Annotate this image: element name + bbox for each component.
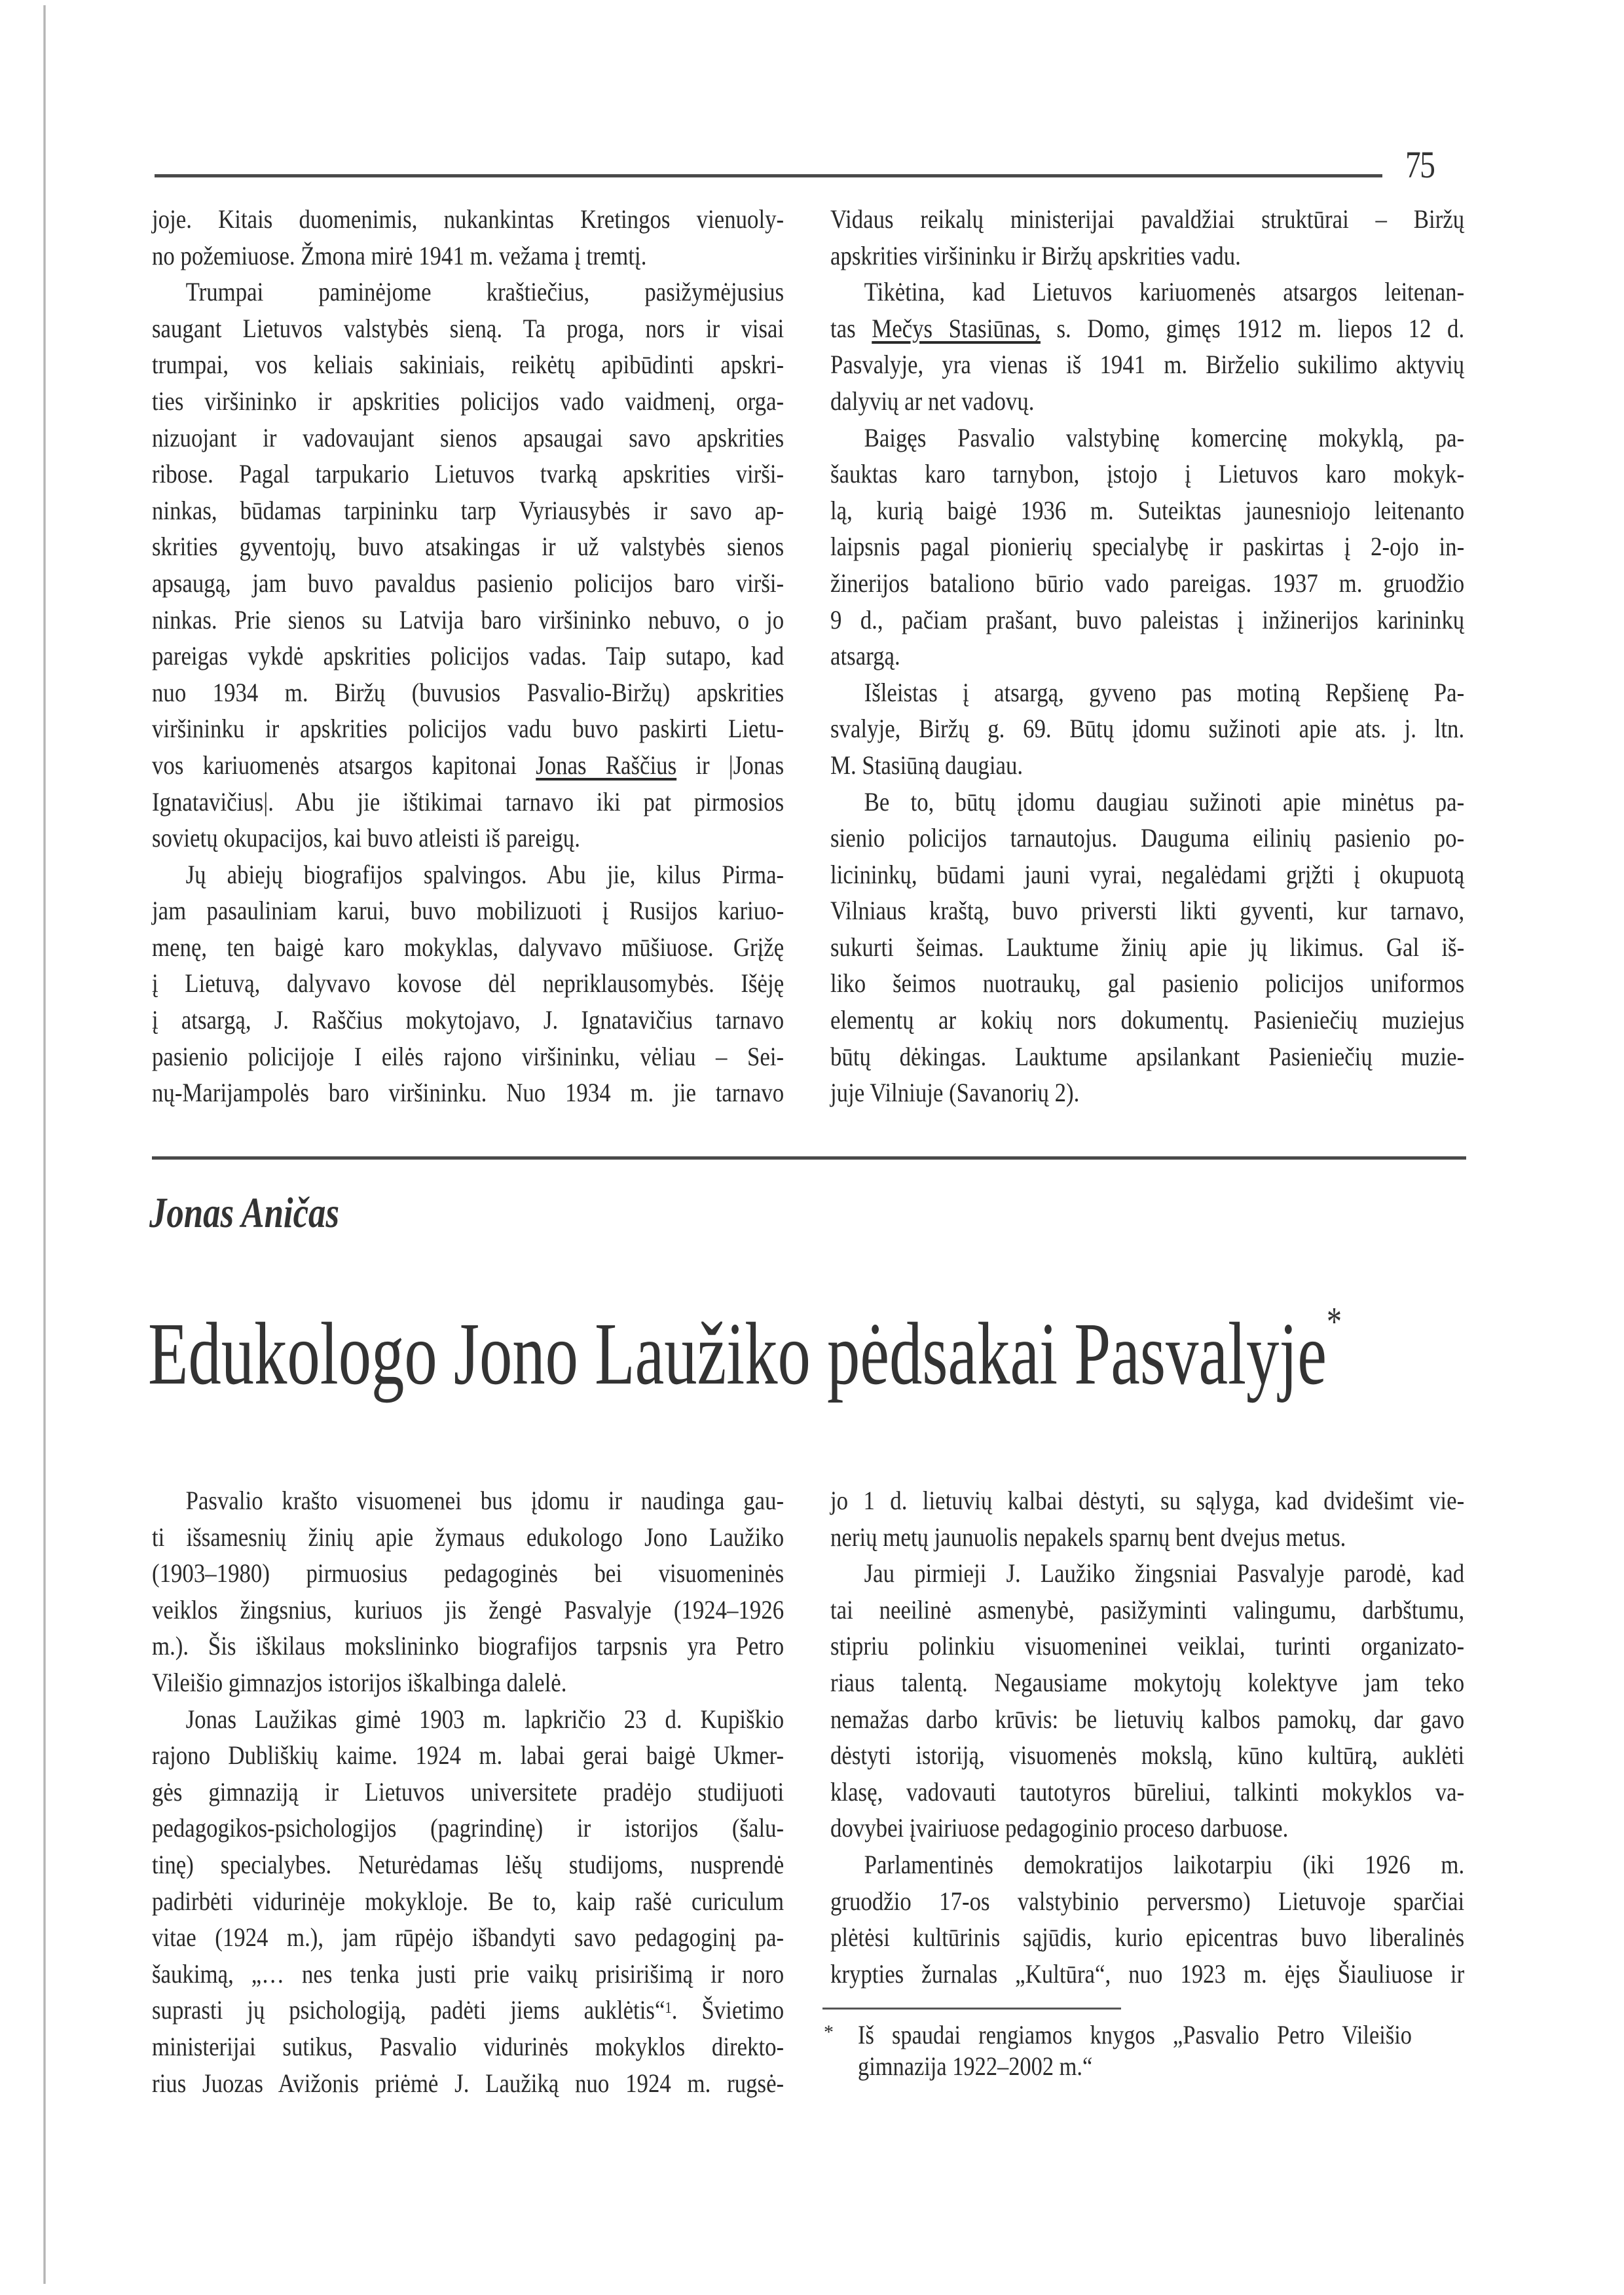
text-line: Trumpai paminėjome kraštiečius, pasižymėjusius <box>185 277 784 307</box>
top-right-column <box>830 201 1464 1111</box>
person-name-underlined: Jonas Raščius <box>536 750 677 780</box>
text-line: šaukimą, „… nes tenka justi prie vaikų prisirišimą ir noro <box>152 1958 784 1989</box>
text-line: pasienio policijoje I eilės rajono viršininku, vėliau – Sei- <box>152 1041 784 1071</box>
text-line: Baigęs Pasvalio valstybinę komercinę mokyklą, pa- <box>864 422 1465 452</box>
text-line: jam pasauliniam karui, buvo mobilizuoti į Rusijos kariuo- <box>152 896 784 926</box>
footnote-text <box>858 2019 1466 2082</box>
text-line: suprasti jų psichologiją, padėti jiems auklėtis“$^1$. Švietimo <box>152 1995 784 2025</box>
paragraph <box>830 674 1464 784</box>
paragraph <box>152 201 784 274</box>
page-number: 75 <box>1405 143 1435 186</box>
paragraph <box>830 1482 1464 1555</box>
text-line: Jonas Laužikas gimė 1903 m. lapkričio 23 d. Kupiškio <box>185 1704 784 1734</box>
text-line: joje. Kitais duomenimis, nukankintas Kretingos vienuoly- <box>152 204 784 234</box>
text-line: ninkas, būdamas tarpininku tarp Vyriausybės ir savo ap- <box>152 495 784 525</box>
header-rule <box>155 174 1382 177</box>
text-line: no požemiuose. Žmona mirė 1941 m. vežama į tremtį. <box>152 240 647 270</box>
text-line: ti išsamesnių žinių apie žymaus edukologo Jono Laužiko <box>152 1522 784 1552</box>
text-line: nizuojant ir vadovaujant sienos apsaugai savo apskrities <box>152 422 784 452</box>
text-line: į atsargą, J. Raščius mokytojavo, J. Ignatavičius tarnavo <box>152 1005 784 1035</box>
person-name-underlined: Mečys Stasiūnas, <box>872 313 1041 343</box>
text-line: šauktas karo tarnybon, įstojo į Lietuvos karo mokyk- <box>830 459 1465 489</box>
text-line: atsargą. <box>830 641 900 671</box>
text-line: pareigas vykdė apskrities policijos vadas. Taip sutapo, kad <box>152 641 784 671</box>
text-line: nų-Marijampolės baro viršininku. Nuo 1934 m. jie tarnavo <box>152 1078 784 1108</box>
article-author: Jonas Aničas <box>149 1189 339 1237</box>
paragraph <box>830 420 1464 674</box>
text-line: klasę, vadovauti tautotyros būreliui, talkinti mokyklos va- <box>830 1776 1465 1807</box>
text-line: sovietų okupacijos, kai buvo atleisti iš pareigų. <box>152 823 580 853</box>
article-title-text: Edukologo Jono Laužiko pėdsakai Pasvalyje <box>148 1305 1327 1403</box>
paragraph <box>152 274 784 856</box>
text-line: Pasvalyje, yra vienas iš 1941 m. Birželio sukilimo aktyvių <box>830 350 1465 380</box>
text-line: būtų dėkingas. Lauktume apsilankant Pasieniečių muzie- <box>830 1041 1465 1071</box>
text-line: lą, kurią baigė 1936 m. Suteiktas jaunesniojo leitenanto <box>830 495 1465 525</box>
text-line: tai neeilinė asmenybė, pasižyminti valingumu, darbštumu, <box>830 1594 1465 1625</box>
text-line: krypties žurnalas „Kultūra“, nuo 1923 m. ėjęs Šiauliuose ir <box>830 1958 1465 1989</box>
paragraph <box>152 1482 784 1701</box>
text-line: tinę) specialybes. Neturėdamas lėšų studijoms, nusprendė <box>152 1849 784 1879</box>
text-line: gruodžio 17-os valstybinio perversmo) Lietuvoje sparčiai <box>830 1886 1465 1916</box>
text-line: tas Mečys Stasiūnas, s. Domo, gimęs 1912 m. liepos 12 d. <box>830 313 1465 343</box>
text-line: rajono Dubliškių kaime. 1924 m. labai gerai baigė Ukmer- <box>152 1740 784 1771</box>
text-line: stipriu polinkiu visuomeninei veiklai, turinti organizato- <box>830 1631 1465 1661</box>
text-line: Tikėtina, kad Lietuvos kariuomenės atsargos leitenan- <box>864 277 1465 307</box>
text-line: riaus talentą. Negausiame mokytojų kolektyve jam teko <box>830 1667 1465 1697</box>
text-line: nuo 1934 m. Biržų (buvusios Pasvalio-Biržų) apskrities <box>152 677 784 707</box>
text-line: 9 d., pačiam prašant, buvo paleistas į inžinerijos karininkų <box>830 604 1465 634</box>
scan-edge-line <box>43 5 46 2284</box>
text-line: vos kariuomenės atsargos kapitonai Jonas Raščius ir |Jonas <box>152 750 784 780</box>
text-line: ribose. Pagal tarpukario Lietuvos tvarką apskrities virši- <box>152 459 784 489</box>
text-line: liko šeimos nuotraukų, gal pasienio policijos uniformos <box>830 968 1465 999</box>
text-line: dovybei įvairiuose pedagoginio proceso darbuose. <box>830 1813 1289 1843</box>
text-line: sukurti šeimas. Lauktume žinių apie jų likimus. Gal iš- <box>830 932 1465 962</box>
text-line: ties viršininko ir apskrities policijos vado vaidmenį, orga- <box>152 386 784 416</box>
text-line: gės gimnaziją ir Lietuvos universitete pradėjo studijuoti <box>152 1776 784 1807</box>
footnote-mark: * <box>824 2021 834 2043</box>
text-line: Be to, būtų įdomu daugiau sužinoti apie minėtus pa- <box>864 786 1465 817</box>
text-line: Vilniaus kraštą, buvo priversti likti gyventi, kur tarnavo, <box>830 896 1465 926</box>
article-right-column <box>830 1482 1464 1992</box>
footnote <box>824 2019 1466 2082</box>
article-title <box>148 1300 1342 1405</box>
footnote-rule <box>822 2008 1121 2010</box>
text-line: skrities gyventojų, buvo atsakingas ir už valstybės sienos <box>152 532 784 562</box>
text-line: (1903–1980) pirmuosius pedagoginės bei visuomeninės <box>152 1558 784 1588</box>
text-line: trumpai, vos keliais sakiniais, reikėtų apibūdinti apskri- <box>152 350 784 380</box>
text-line: dėstyti istoriją, visuomenės mokslą, kūno kultūrą, auklėti <box>830 1740 1465 1771</box>
top-left-column <box>152 201 784 1111</box>
text-line: Jų abiejų biografijos spalvingos. Abu jie, kilus Pirma- <box>185 859 784 889</box>
text-line: licininkų, būdami jauni vyrai, negalėdami grįžti į okupuotą <box>830 859 1465 889</box>
text-line: apskrities viršininku ir Biržų apskrities vadu. <box>830 240 1241 270</box>
text-line: Pasvalio krašto visuomenei bus įdomu ir naudinga gau- <box>185 1486 784 1515</box>
text-line: juje Vilniuje (Savanorių 2). <box>830 1078 1080 1108</box>
section-divider <box>152 1156 1466 1160</box>
text-line: apsaugą, jam buvo pavaldus pasienio policijos baro virši- <box>152 568 784 598</box>
text-line: saugant Lietuvos valstybės sieną. Ta proga, nors ir visai <box>152 313 784 343</box>
footnote-reference[interactable]: 1 <box>665 2000 672 2017</box>
text-line: žinerijos bataliono būrio vado pareigas. 1937 m. gruodžio <box>830 568 1465 598</box>
text-line: menę, ten baigė karo mokyklas, dalyvavo mūšiuose. Grįžę <box>152 932 784 962</box>
text-line: laipsnis pagal pionierių specialybę ir paskirtas į 2-ojo in- <box>830 532 1465 562</box>
text-line: m.). Šis iškilaus mokslininko biografijos tarpsnis yra Petro <box>152 1631 784 1661</box>
paragraph <box>830 1846 1464 1992</box>
text-line: jo 1 d. lietuvių kalbai dėstyti, su sąlyga, kad dvidešimt vie- <box>830 1486 1465 1515</box>
text-line: svalyje, Biržų g. 69. Būtų įdomu sužinoti apie ats. j. ltn. <box>830 714 1465 744</box>
text-line: veiklos žingsnius, kuriuos jis žengė Pasvalyje (1924–1926 <box>152 1594 784 1625</box>
text-line: Vidaus reikalų ministerijai pavaldžiai struktūrai – Biržų <box>830 204 1465 234</box>
text-line: ninkas. Prie sienos su Latvija baro viršininko nebuvo, o jo <box>152 604 784 634</box>
text-line: vitae (1924 m.), jam rūpėjo išbandyti savo pedagoginį pa- <box>152 1922 784 1953</box>
text-line: padirbėti vidurinėje mokykloje. Be to, kaip rašė curiculum <box>152 1886 784 1916</box>
paragraph <box>830 1555 1464 1846</box>
text-line: Parlamentinės demokratijos laikotarpiu (iki 1926 m. <box>864 1849 1465 1879</box>
footnote-line: Iš spaudai rengiamos knygos „Pasvalio Petro Vileišio <box>858 2020 1412 2049</box>
paragraph <box>830 784 1464 1111</box>
paragraph <box>152 1701 784 2102</box>
paragraph <box>830 274 1464 419</box>
text-line: į Lietuvą, dalyvavo kovose dėl nepriklausomybės. Išėję <box>152 968 784 999</box>
text-line: M. Stasiūną daugiau. <box>830 750 1024 780</box>
text-line: viršininku ir apskrities policijos vadu buvo paskirti Lietu- <box>152 714 784 744</box>
text-line: ministerijai sutikus, Pasvalio vidurinės mokyklos direkto- <box>152 2031 784 2061</box>
text-line: elementų ar kokių nors dokumentų. Pasieniečių muziejus <box>830 1005 1465 1035</box>
text-line: pedagogikos-psichologijos (pagrindinę) ir istorijos (šalu- <box>152 1813 784 1843</box>
text-line: dalyvių ar net vadovų. <box>830 386 1035 416</box>
footnote-line: gimnazija 1922–2002 m.“ <box>858 2051 1093 2081</box>
paragraph <box>152 856 784 1111</box>
text-line: Vileišio gimnazjos istorijos iškalbinga dalelė. <box>152 1667 567 1697</box>
paragraph <box>830 201 1464 274</box>
text-line: plėtėsi kultūrinis sąjūdis, kurio epicentras buvo liberalinės <box>830 1922 1465 1953</box>
text-line: sienio policijos tarnautojus. Dauguma eilinių pasienio po- <box>830 823 1465 853</box>
text-line: rius Juozas Avižonis priėmė J. Laužiką nuo 1924 m. rugsė- <box>152 2068 784 2098</box>
text-line: Jau pirmieji J. Laužiko žingsniai Pasvalyje parodė, kad <box>864 1558 1465 1588</box>
article-left-column <box>152 1482 784 2101</box>
text-line: Ignatavičius|. Abu jie ištikimai tarnavo iki pat pirmosios <box>152 786 784 817</box>
text-line: nemažas darbo krūvis: be lietuvių kalbos pamokų, dar gavo <box>830 1704 1465 1734</box>
text-line: Išleistas į atsargą, gyveno pas motiną Repšienę Pa- <box>864 677 1465 707</box>
title-footnote-mark[interactable]: * <box>1326 1300 1342 1344</box>
text-line: nerių metų jaunuolis nepakels sparnų bent dvejus metus. <box>830 1522 1346 1552</box>
